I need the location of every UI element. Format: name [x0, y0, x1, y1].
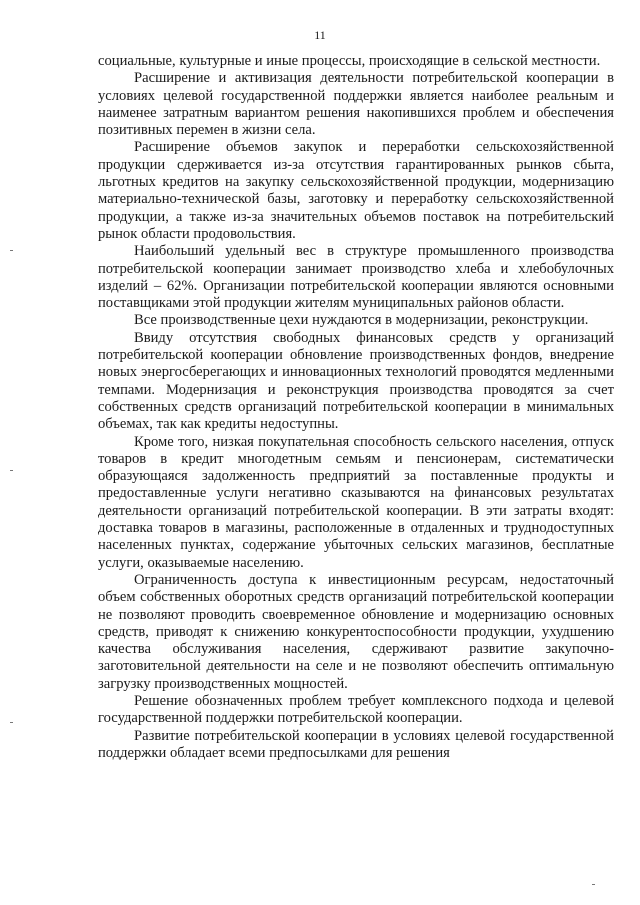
scan-mark [592, 884, 595, 885]
paragraph-8: Ограниченность доступа к инвестиционным ресурсам, недостаточный объем собственных оборотных средств организаций потребительской кооперации не позволяют проводить своевременное обновление и модернизацию основных средств, приводят к снижению конкурентоспособности продукции, ухудшению качества обслуживания населения, сдерживают развитие закупочно-заготовительной деятельности на селе и не позволяют обеспечить оптимальную загрузку производственных мощностей. [98, 571, 614, 692]
scan-mark [10, 722, 13, 723]
page-number: 11 [314, 28, 326, 42]
paragraph-7: Кроме того, низкая покупательная способность сельского населения, отпуск товаров в кредит многодетным семьям и пенсионерам, систематически образующаяся задолженность предприятий за поставленные продукты и предоставленные услуги негативно сказываются на финансовых результатах деятельности организаций потребительской кооперации. В эти затраты входят: доставка товаров в магазины, расположенные в отдаленных и труднодоступных населенных пунктах, содержание убыточных сельских магазинов, бесплатные услуги, оказываемые населению. [98, 433, 614, 571]
paragraph-2: Расширение и активизация деятельности потребительской кооперации в условиях целевой государственной поддержки является наиболее реальным и наименее затратным вариантом решения накопившихся проблем и обеспечения позитивных перемен в жизни села. [98, 70, 614, 139]
scan-mark [10, 470, 13, 471]
paragraph-5: Все производственные цехи нуждаются в модернизации, реконструкции. [134, 312, 589, 329]
paragraph-6: Ввиду отсутствия свободных финансовых средств у организаций потребительской кооперации обновление производственных фондов, внедрение новых энергосберегающих и инновационных технологий проводятся медленными темпами. Модернизация и реконструкция производства проводятся за счет собственных средств организаций потребительской кооперации в минимальных объемах, так как кредиты недоступны. [98, 329, 614, 433]
paragraph-9: Решение обозначенных проблем требует комплексного подхода и целевой государственной поддержки потребительской кооперации. [98, 692, 614, 727]
paragraph-4: Наибольший удельный вес в структуре промышленного производства потребительской кооперации занимает производство хлеба и хлебобулочных изделий – 62%. Организации потребительской кооперации являются основными поставщиками этой продукции жителям муниципальных районов области. [98, 243, 614, 312]
scan-mark [10, 250, 13, 251]
paragraph-3: Расширение объемов закупок и переработки сельскохозяйственной продукции сдерживается из-за отсутствия гарантированных рынков сбыта, льготных кредитов на закупку сельскохозяйственной продукции, модернизацию материально-технической базы, заготовку и переработку сельскохозяйственной продукции, а также из-за значительных объемов поставок на потребительский рынок области продовольствия. [98, 139, 614, 242]
document-body [98, 53, 614, 762]
paragraph-1: социальные, культурные и иные процессы, происходящие в сельской местности. [98, 53, 601, 69]
paragraph-10: Развитие потребительской кооперации в условиях целевой государственной поддержки обладает всеми предпосылками для решения [98, 727, 614, 761]
